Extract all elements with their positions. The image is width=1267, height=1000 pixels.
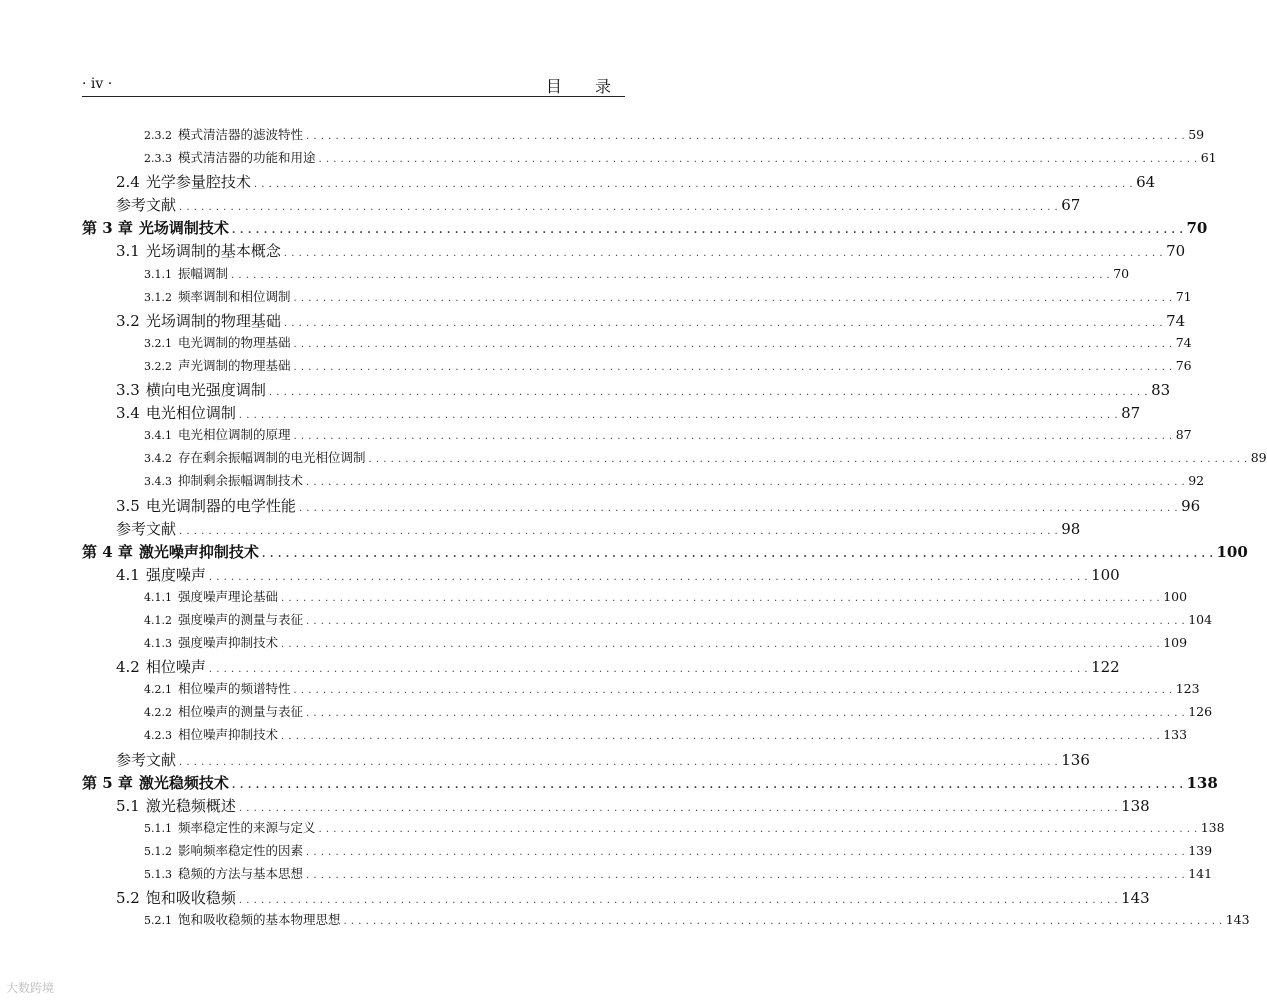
toc-leader-dots: . . . . . . . . . . . . . . . . . . . . . . . . . . . . . . . . . . . . . . . . . . . . . . . . . . . . . . . . . . . . . . . . . . . . . . . . . . . . . . . . . . . . . . . . . . . . . . . . . . . . . . . . . . . . . . . . . . . . . . . .	[281, 639, 1161, 651]
toc-entry-number: 3.4	[116, 404, 140, 423]
toc-entry-title: 饱和吸收稳频的基本物理思想	[178, 912, 341, 928]
toc-leader-dots: . . . . . . . . . . . . . . . . . . . . . . . . . . . . . . . . . . . . . . . . . . . . . . . . . . . . . . . . . . . . . . . . . . . . . . . . . . . . . . . . . . . . . . . . . . . . . . . . . . . . . . . . . . . . . . . . . . . . . . . .	[231, 269, 1111, 281]
toc-leader-dots: . . . . . . . . . . . . . . . . . . . . . . . . . . . . . . . . . . . . . . . . . . . . . . . . . . . . . . . . . . . . . . . . . . . . . . . . . . . . . . . . . . . . . . . . . . . . . . . . . . . . . . . . . . . . . . . . . . . . . . . .	[179, 525, 1059, 537]
toc-entry-title: 相位噪声抑制技术	[178, 727, 279, 743]
toc-entry-title: 声光调制的物理基础	[178, 357, 291, 373]
toc-leader-dots: . . . . . . . . . . . . . . . . . . . . . . . . . . . . . . . . . . . . . . . . . . . . . . . . . . . . . . . . . . . . . . . . . . . . . . . . . . . . . . . . . . . . . . . . . . . . . . . . . . . . . . . . . . . . . . . . . . . . . . . .	[268, 387, 1149, 399]
toc-leader-dots: . . . . . . . . . . . . . . . . . . . . . . . . . . . . . . . . . . . . . . . . . . . . . . . . . . . . . . . . . . . . . . . . . . . . . . . . . . . . . . . . . . . . . . . . . . . . . . . . . . . . . . . . . . . . . . . . . . . . . . . .	[238, 410, 1119, 422]
toc-entry-page: 133	[1163, 727, 1188, 743]
toc-leader-dots: . . . . . . . . . . . . . . . . . . . . . . . . . . . . . . . . . . . . . . . . . . . . . . . . . . . . . . . . . . . . . . . . . . . . . . . . . . . . . . . . . . . . . . . . . . . . . . . . . . . . . . . . . . . . . . . . . . . . . . . .	[298, 502, 1179, 514]
toc-entry-title: 频率稳定性的来源与定义	[178, 819, 316, 835]
toc-entry	[82, 702, 1213, 725]
toc-entry	[82, 772, 1218, 795]
toc-entry-title: 饱和吸收稳频	[145, 889, 236, 908]
toc-entry-number: 3.2.1	[144, 336, 172, 350]
toc-entry-page: 74	[1166, 311, 1186, 330]
toc-entry-number: 3.4.3	[144, 475, 172, 489]
toc-entry-number: 3.5	[116, 496, 140, 515]
toc-entry-number: 4.1.2	[144, 613, 172, 627]
toc-entry-number: 5.1	[116, 796, 140, 815]
table-of-contents	[82, 125, 1267, 933]
watermark: 大数跨境	[6, 981, 55, 995]
toc-entry-page: 87	[1121, 404, 1141, 423]
toc-entry	[82, 610, 1213, 633]
toc-entry-number: 3.3	[116, 381, 140, 400]
toc-entry-page: 83	[1151, 381, 1171, 400]
toc-entry-page: 96	[1181, 496, 1201, 515]
toc-entry-number: 4.2.2	[144, 706, 172, 720]
toc-entry-page: 123	[1175, 681, 1200, 697]
toc-entry-number: 5.1.3	[144, 868, 172, 881]
toc-entry	[82, 725, 1188, 748]
toc-entry-title: 相位噪声的测量与表征	[178, 704, 304, 720]
toc-entry-number: 3.1.1	[144, 267, 172, 281]
toc-entry-number: 3.2.2	[144, 359, 172, 373]
toc-leader-dots: . . . . . . . . . . . . . . . . . . . . . . . . . . . . . . . . . . . . . . . . . . . . . . . . . . . . . . . . . . . . . . . . . . . . . . . . . . . . . . . . . . . . . . . . . . . . . . . . . . . . . . . . . . . . . . . . . . . . . . . .	[306, 708, 1186, 720]
toc-entry-page: 87	[1175, 427, 1192, 443]
toc-entry-number: 4.1	[116, 565, 140, 584]
toc-leader-dots: . . . . . . . . . . . . . . . . . . . . . . . . . . . . . . . . . . . . . . . . . . . . . . . . . . . . . . . . . . . . . . . . . . . . . . . . . . . . . . . . . . . . . . . . . . . . . . . . . . . . . . . . . . . . . . . . . . . . . . . .	[306, 131, 1186, 142]
toc-entry-number: 2.3.3	[144, 152, 172, 166]
toc-entry-number: 第 5 章	[82, 773, 133, 792]
toc-entry-page: 143	[1121, 889, 1150, 908]
toc-entry	[82, 518, 1081, 541]
toc-leader-dots: . . . . . . . . . . . . . . . . . . . . . . . . . . . . . . . . . . . . . . . . . . . . . . . . . . . . . . . . . . . . . . . . . . . . . . . . . . . . . . . . . . . . . . . . . . . . . . . . . . . . . . . . . . . . . . . . . . . . . . . .	[318, 823, 1198, 835]
toc-entry-number: 3.4.2	[144, 452, 172, 466]
toc-entry-page: 67	[1061, 196, 1081, 215]
toc-entry	[82, 679, 1200, 702]
toc-entry-page: 139	[1188, 842, 1213, 858]
toc-leader-dots: . . . . . . . . . . . . . . . . . . . . . . . . . . . . . . . . . . . . . . . . . . . . . . . . . . . . . . . . . . . . . . . . . . . . . . . . . . . . . . . . . . . . . . . . . . . . . . . . . . . . . . . . . . . . . . . . . . . . . . . .	[283, 317, 1164, 329]
toc-entry-page: 92	[1188, 473, 1205, 489]
toc-entry	[82, 495, 1201, 518]
toc-entry-page: 61	[1200, 150, 1217, 166]
toc-entry-page: 74	[1175, 334, 1192, 350]
toc-entry-page: 64	[1136, 173, 1156, 192]
toc-entry-page: 70	[1166, 242, 1186, 261]
toc-entry-page: 76	[1175, 357, 1192, 373]
toc-entry	[82, 564, 1120, 587]
toc-entry-number: 3.4.1	[144, 429, 172, 443]
toc-entry-title: 电光调制的物理基础	[178, 334, 291, 350]
toc-entry-title: 强度噪声抑制技术	[178, 635, 279, 651]
toc-entry	[82, 148, 1217, 171]
toc-entry-page: 138	[1121, 796, 1150, 815]
toc-entry-page: 122	[1091, 658, 1120, 677]
toc-entry-number: 4.1.3	[144, 637, 172, 651]
toc-entry	[82, 541, 1248, 564]
toc-entry-title: 激光稳频技术	[138, 773, 229, 792]
toc-entry-number: 5.1.2	[144, 844, 172, 858]
toc-leader-dots: . . . . . . . . . . . . . . . . . . . . . . . . . . . . . . . . . . . . . . . . . . . . . . . . . . . . . . . . . . . . . . . . . . . . . . . . . . . . . . . . . . . . . . . . . . . . . . . . . . . . . . . . . . . . . . . . . . . . . . . .	[306, 870, 1186, 881]
toc-entry-number: 4.1.1	[144, 590, 172, 604]
toc-leader-dots: . . . . . . . . . . . . . . . . . . . . . . . . . . . . . . . . . . . . . . . . . . . . . . . . . . . . . . . . . . . . . . . . . . . . . . . . . . . . . . . . . . . . . . . . . . . . . . . . . . . . . . . . . . . . . . . . . . . . . . . .	[208, 571, 1089, 583]
toc-entry	[82, 171, 1156, 194]
toc-entry-title: 存在剩余振幅调制的电光相位调制	[178, 450, 366, 466]
toc-entry	[82, 795, 1150, 818]
toc-entry-title: 参考文献	[116, 196, 177, 215]
toc-entry-number: 3.1	[116, 242, 140, 261]
toc-entry-number: 2.3.2	[144, 129, 172, 142]
toc-entry-title: 光场调制技术	[138, 219, 229, 238]
toc-entry-title: 电光相位调制	[145, 404, 236, 423]
toc-entry-page: 98	[1061, 519, 1081, 538]
toc-entry-number: 4.2.3	[144, 729, 172, 743]
page-header	[82, 74, 625, 97]
toc-entry	[82, 864, 1213, 887]
toc-entry	[82, 448, 1267, 471]
toc-entry-title: 电光相位调制的原理	[178, 427, 291, 443]
toc-entry-page: 71	[1175, 288, 1192, 304]
toc-leader-dots: . . . . . . . . . . . . . . . . . . . . . . . . . . . . . . . . . . . . . . . . . . . . . . . . . . . . . . . . . . . . . . . . . . . . . . . . . . . . . . . . . . . . . . . . . . . . . . . . . . . . . . . . . . . . . . . . . . . . . . . .	[281, 592, 1161, 604]
toc-entry-number: 5.2.1	[144, 914, 172, 928]
toc-entry-page: 143	[1225, 912, 1250, 928]
page-number: · iv ·	[82, 76, 113, 92]
toc-entry-title: 相位噪声的频谱特性	[178, 681, 291, 697]
toc-entry-title: 参考文献	[116, 519, 177, 538]
toc-entry-number: 2.4	[116, 173, 140, 192]
toc-entry	[82, 633, 1188, 656]
toc-entry-title: 激光噪声抑制技术	[138, 542, 259, 561]
toc-entry	[82, 818, 1225, 841]
toc-entry	[82, 425, 1192, 448]
toc-leader-dots: . . . . . . . . . . . . . . . . . . . . . . . . . . . . . . . . . . . . . . . . . . . . . . . . . . . . . . . . . . . . . . . . . . . . . . . . . . . . . . . . . . . . . . . . . . . . . . . . . . . . . . . . . . . . . . . . . . . . . . . .	[293, 292, 1173, 304]
toc-entry	[82, 841, 1213, 864]
toc-leader-dots: . . . . . . . . . . . . . . . . . . . . . . . . . . . . . . . . . . . . . . . . . . . . . . . . . . . . . . . . . . . . . . . . . . . . . . . . . . . . . . . . . . . . . . . . . . . . . . . . . . . . . . . . . . . . . . . . . . . . . . . .	[238, 895, 1119, 907]
toc-entry	[82, 287, 1192, 310]
toc-entry-page: 141	[1188, 866, 1213, 881]
toc-leader-dots: . . . . . . . . . . . . . . . . . . . . . . . . . . . . . . . . . . . . . . . . . . . . . . . . . . . . . . . . . . . . . . . . . . . . . . . . . . . . . . . . . . . . . . . . . . . . . . . . . . . . . . . . . . . . . . . . . . . . . . . .	[238, 802, 1119, 814]
toc-entry-page: 89	[1250, 450, 1267, 466]
toc-leader-dots: . . . . . . . . . . . . . . . . . . . . . . . . . . . . . . . . . . . . . . . . . . . . . . . . . . . . . . . . . . . . . . . . . . . . . . . . . . . . . . . . . . . . . . . . . . . . . . . . . . . . . . . . . . . . . . . . . . . . . . . .	[231, 779, 1184, 791]
toc-leader-dots: . . . . . . . . . . . . . . . . . . . . . . . . . . . . . . . . . . . . . . . . . . . . . . . . . . . . . . . . . . . . . . . . . . . . . . . . . . . . . . . . . . . . . . . . . . . . . . . . . . . . . . . . . . . . . . . . . . . . . . . .	[306, 615, 1186, 627]
toc-entry-title: 光场调制的基本概念	[145, 242, 281, 261]
toc-leader-dots: . . . . . . . . . . . . . . . . . . . . . . . . . . . . . . . . . . . . . . . . . . . . . . . . . . . . . . . . . . . . . . . . . . . . . . . . . . . . . . . . . . . . . . . . . . . . . . . . . . . . . . . . . . . . . . . . . . . . . . . .	[208, 664, 1089, 676]
toc-entry	[82, 264, 1130, 287]
toc-entry-number: 4.2.1	[144, 683, 172, 697]
toc-entry-number: 3.2	[116, 311, 140, 330]
toc-entry	[82, 194, 1081, 217]
toc-leader-dots: . . . . . . . . . . . . . . . . . . . . . . . . . . . . . . . . . . . . . . . . . . . . . . . . . . . . . . . . . . . . . . . . . . . . . . . . . . . . . . . . . . . . . . . . . . . . . . . . . . . . . . . . . . . . . . . . . . . . . . . .	[253, 179, 1134, 191]
toc-entry	[82, 587, 1188, 610]
toc-entry-page: 138	[1186, 773, 1218, 792]
toc-entry-page: 100	[1091, 565, 1120, 584]
toc-entry-title: 激光稳频概述	[145, 796, 236, 815]
toc-entry-title: 参考文献	[116, 750, 177, 769]
toc-leader-dots: . . . . . . . . . . . . . . . . . . . . . . . . . . . . . . . . . . . . . . . . . . . . . . . . . . . . . . . . . . . . . . . . . . . . . . . . . . . . . . . . . . . . . . . . . . . . . . . . . . . . . . . . . . . . . . . . . . . . . . . .	[179, 756, 1059, 768]
toc-entry	[82, 910, 1250, 933]
toc-entry-number: 第 4 章	[82, 542, 133, 561]
toc-entry-number: 3.1.2	[144, 290, 172, 304]
toc-leader-dots: . . . . . . . . . . . . . . . . . . . . . . . . . . . . . . . . . . . . . . . . . . . . . . . . . . . . . . . . . . . . . . . . . . . . . . . . . . . . . . . . . . . . . . . . . . . . . . . . . . . . . . . . . . . . . . . . . . . . . . . .	[368, 454, 1248, 466]
toc-entry-number: 5.2	[116, 889, 140, 908]
toc-leader-dots: . . . . . . . . . . . . . . . . . . . . . . . . . . . . . . . . . . . . . . . . . . . . . . . . . . . . . . . . . . . . . . . . . . . . . . . . . . . . . . . . . . . . . . . . . . . . . . . . . . . . . . . . . . . . . . . . . . . . . . . .	[293, 685, 1173, 697]
toc-entry-title: 强度噪声理论基础	[178, 588, 279, 604]
toc-leader-dots: . . . . . . . . . . . . . . . . . . . . . . . . . . . . . . . . . . . . . . . . . . . . . . . . . . . . . . . . . . . . . . . . . . . . . . . . . . . . . . . . . . . . . . . . . . . . . . . . . . . . . . . . . . . . . . . . . . . . . . . .	[306, 477, 1186, 489]
toc-entry-title: 相位噪声	[145, 658, 206, 677]
toc-leader-dots: . . . . . . . . . . . . . . . . . . . . . . . . . . . . . . . . . . . . . . . . . . . . . . . . . . . . . . . . . . . . . . . . . . . . . . . . . . . . . . . . . . . . . . . . . . . . . . . . . . . . . . . . . . . . . . . . . . . . . . . .	[179, 202, 1059, 214]
toc-leader-dots: . . . . . . . . . . . . . . . . . . . . . . . . . . . . . . . . . . . . . . . . . . . . . . . . . . . . . . . . . . . . . . . . . . . . . . . . . . . . . . . . . . . . . . . . . . . . . . . . . . . . . . . . . . . . . . . . . . . . . . . .	[343, 916, 1223, 928]
toc-leader-dots: . . . . . . . . . . . . . . . . . . . . . . . . . . . . . . . . . . . . . . . . . . . . . . . . . . . . . . . . . . . . . . . . . . . . . . . . . . . . . . . . . . . . . . . . . . . . . . . . . . . . . . . . . . . . . . . . . . . . . . . .	[318, 154, 1198, 166]
toc-entry-page: 59	[1188, 127, 1205, 142]
toc-entry-title: 模式清洁器的功能和用途	[178, 150, 316, 166]
toc-leader-dots: . . . . . . . . . . . . . . . . . . . . . . . . . . . . . . . . . . . . . . . . . . . . . . . . . . . . . . . . . . . . . . . . . . . . . . . . . . . . . . . . . . . . . . . . . . . . . . . . . . . . . . . . . . . . . . . . . . . . . . . .	[283, 248, 1164, 260]
running-title: 目 录	[545, 77, 625, 96]
toc-leader-dots: . . . . . . . . . . . . . . . . . . . . . . . . . . . . . . . . . . . . . . . . . . . . . . . . . . . . . . . . . . . . . . . . . . . . . . . . . . . . . . . . . . . . . . . . . . . . . . . . . . . . . . . . . . . . . . . . . . . . . . . .	[293, 431, 1173, 443]
toc-entry-page: 70	[1113, 265, 1130, 281]
toc-leader-dots: . . . . . . . . . . . . . . . . . . . . . . . . . . . . . . . . . . . . . . . . . . . . . . . . . . . . . . . . . . . . . . . . . . . . . . . . . . . . . . . . . . . . . . . . . . . . . . . . . . . . . . . . . . . . . . . . . . . . . . . .	[281, 731, 1161, 743]
toc-entry-title: 频率调制和相位调制	[178, 288, 291, 304]
toc-entry	[82, 240, 1186, 263]
toc-entry-number: 5.1.1	[144, 821, 172, 835]
toc-entry	[82, 887, 1150, 910]
toc-entry-title: 影响频率稳定性的因素	[178, 842, 304, 858]
toc-entry-page: 109	[1163, 635, 1188, 651]
toc-entry-page: 138	[1200, 819, 1225, 835]
toc-entry	[82, 379, 1171, 402]
toc-entry-number: 4.2	[116, 658, 140, 677]
toc-leader-dots: . . . . . . . . . . . . . . . . . . . . . . . . . . . . . . . . . . . . . . . . . . . . . . . . . . . . . . . . . . . . . . . . . . . . . . . . . . . . . . . . . . . . . . . . . . . . . . . . . . . . . . . . . . . . . . . . . . . . . . . .	[306, 846, 1186, 858]
toc-leader-dots: . . . . . . . . . . . . . . . . . . . . . . . . . . . . . . . . . . . . . . . . . . . . . . . . . . . . . . . . . . . . . . . . . . . . . . . . . . . . . . . . . . . . . . . . . . . . . . . . . . . . . . . . . . . . . . . . . . . . . . . .	[261, 548, 1214, 560]
toc-entry-title: 强度噪声的测量与表征	[178, 611, 304, 627]
toc-entry-page: 126	[1188, 704, 1213, 720]
toc-entry-title: 振幅调制	[178, 265, 229, 281]
toc-leader-dots: . . . . . . . . . . . . . . . . . . . . . . . . . . . . . . . . . . . . . . . . . . . . . . . . . . . . . . . . . . . . . . . . . . . . . . . . . . . . . . . . . . . . . . . . . . . . . . . . . . . . . . . . . . . . . . . . . . . . . . . .	[293, 338, 1173, 350]
toc-entry-title: 模式清洁器的滤波特性	[178, 127, 304, 142]
toc-entry-title: 光学参量腔技术	[145, 173, 251, 192]
toc-entry-title: 抑制剩余振幅调制技术	[178, 473, 304, 489]
toc-entry-title: 电光调制器的电学性能	[145, 496, 296, 515]
toc-entry-number: 第 3 章	[82, 219, 133, 238]
toc-entry	[82, 749, 1090, 772]
toc-entry	[82, 356, 1192, 379]
toc-entry	[82, 656, 1120, 679]
toc-entry-title: 稳频的方法与基本思想	[178, 866, 304, 881]
toc-leader-dots: . . . . . . . . . . . . . . . . . . . . . . . . . . . . . . . . . . . . . . . . . . . . . . . . . . . . . . . . . . . . . . . . . . . . . . . . . . . . . . . . . . . . . . . . . . . . . . . . . . . . . . . . . . . . . . . . . . . . . . . .	[293, 361, 1173, 373]
toc-entry-title: 横向电光强度调制	[145, 381, 266, 400]
toc-entry	[82, 217, 1208, 240]
toc-entry-page: 100	[1216, 542, 1248, 561]
toc-entry	[82, 402, 1141, 425]
toc-entry-title: 强度噪声	[145, 565, 206, 584]
toc-entry-page: 136	[1061, 750, 1090, 769]
toc-entry-page: 104	[1188, 611, 1213, 627]
toc-entry	[82, 310, 1186, 333]
toc-leader-dots: . . . . . . . . . . . . . . . . . . . . . . . . . . . . . . . . . . . . . . . . . . . . . . . . . . . . . . . . . . . . . . . . . . . . . . . . . . . . . . . . . . . . . . . . . . . . . . . . . . . . . . . . . . . . . . . . . . . . . . . .	[231, 225, 1184, 237]
toc-entry	[82, 333, 1192, 356]
toc-entry	[82, 125, 1205, 148]
toc-entry-page: 70	[1186, 219, 1208, 238]
toc-entry	[82, 471, 1205, 494]
toc-entry-title: 光场调制的物理基础	[145, 311, 281, 330]
toc-entry-page: 100	[1163, 588, 1188, 604]
